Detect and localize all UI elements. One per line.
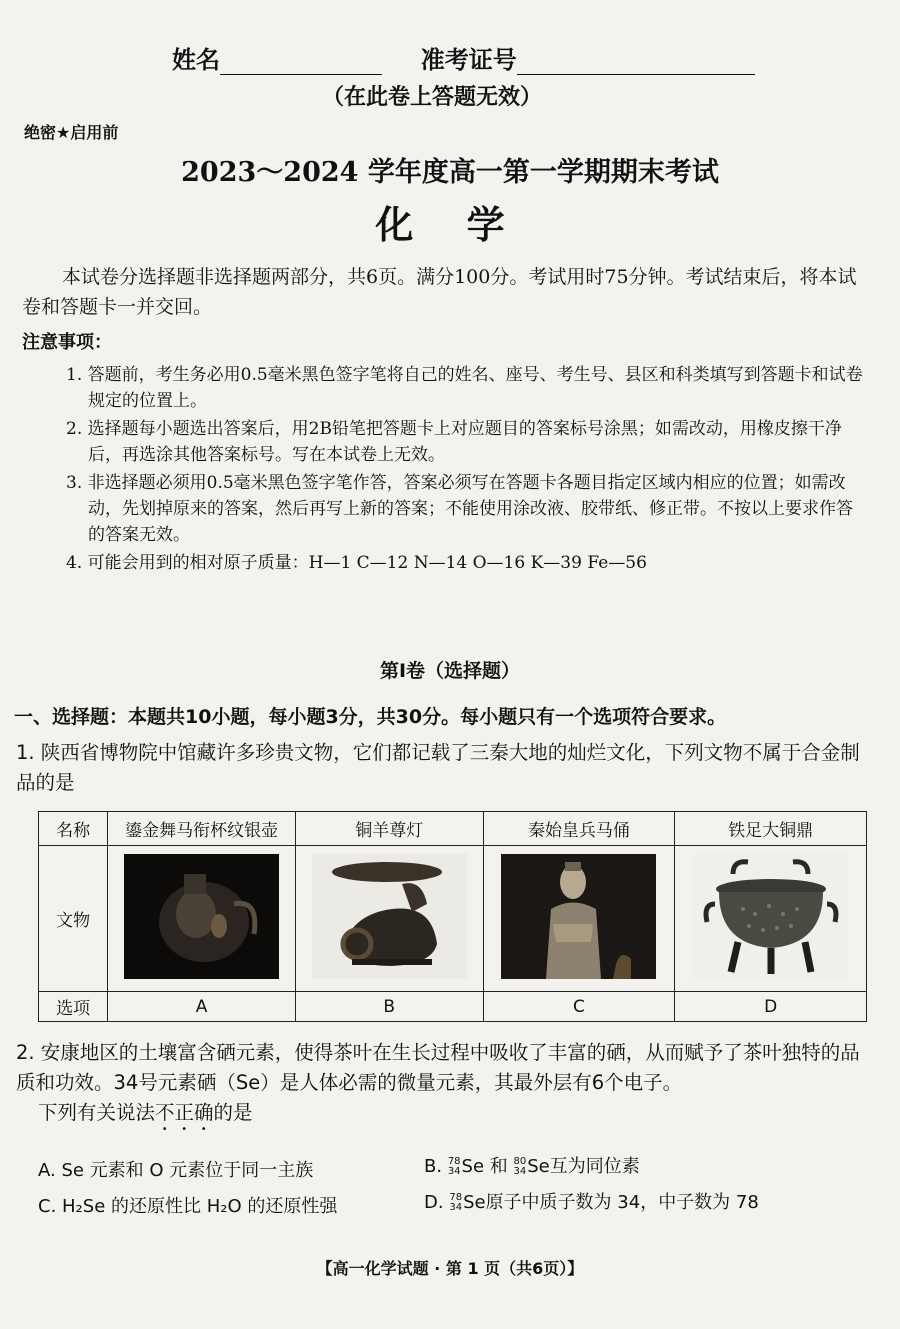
option-c: C	[483, 992, 675, 1022]
name-label: 姓名	[172, 46, 220, 74]
header-option-cell: 选项	[39, 992, 108, 1022]
stem-part: 下列有关说法	[38, 1101, 156, 1124]
terracotta-warrior-image	[501, 854, 656, 979]
intro-text: 本试卷分选择题非选择题两部分，共6页。满分100分。考试用时75分钟。考试结束后，将本试卷和答题卡一并交回。	[22, 266, 857, 318]
header-relic-cell: 文物	[39, 846, 108, 992]
name-field	[220, 46, 382, 75]
iron-foot-tripod-image	[693, 854, 848, 979]
exam-title: 2023～2024 学年度高一第一学期期末考试	[181, 157, 719, 188]
option-label: D.	[424, 1192, 444, 1213]
notice-item: 3. 非选择题必须用0.5毫米黑色签字笔作答，答案必须写在答题卡各题目指定区域内相应的位置；如需改动，先划掉原来的答案，然后再写上新的答案；不能使用涂改液、胶带纸、修正带。不按以上要求作答的答案无效。	[66, 473, 853, 545]
subject-title: 化 学	[375, 202, 525, 247]
page-footer: 【高一化学试题 · 第 1 页（共6页）】	[316, 1259, 584, 1278]
section1-heading: 一、选择题：本题共10小题，每小题3分，共30分。每小题只有一个选项符合要求。	[14, 706, 727, 728]
candidate-info	[172, 40, 755, 75]
option-d: D	[675, 992, 867, 1022]
stem-emphasis: 不正确	[155, 1101, 214, 1124]
option-a: A	[108, 992, 296, 1022]
notice-item: 2. 选择题每小题选出答案后，用2B铅笔把答题卡上对应题目的答案标号涂黑；如需改动，用橡皮擦干净后，再选涂其他答案标号。写在本试卷上无效。	[66, 419, 842, 465]
notice-item: 4. 可能会用到的相对原子质量：H—1 C—12 N—14 O—16 K—39 Fe—56	[66, 553, 647, 573]
header-name-cell: 名称	[39, 812, 108, 846]
mass-number: 78	[447, 1156, 461, 1167]
option-text: 和	[489, 1156, 508, 1177]
isotope-se78	[449, 1193, 462, 1213]
question-2-stem-tail	[16, 1098, 876, 1135]
element-symbol: Se	[463, 1192, 486, 1213]
option-text: 原子中质子数为 34，中子数为 78	[485, 1192, 759, 1213]
notice-item: 1. 答题前，考生务必用0.5毫米黑色签字笔将自己的姓名、座号、考生号、县区和科类填写到答题卡和试卷规定的位置上。	[66, 365, 863, 411]
isotope-se78	[448, 1157, 461, 1177]
mass-number: 80	[513, 1156, 527, 1167]
stem-part: 的是	[213, 1101, 253, 1124]
relic-image-c	[483, 846, 675, 992]
relic-name-a: 鎏金舞马衔杯纹银壶	[108, 812, 296, 846]
element-symbol: Se	[527, 1156, 550, 1177]
silver-pot-image	[124, 854, 279, 979]
notice-list	[66, 362, 866, 576]
relic-name-c: 秦始皇兵马俑	[483, 812, 675, 846]
secret-mark: 绝密★启用前	[24, 123, 119, 142]
atomic-number: 34	[513, 1166, 527, 1177]
q2-option-a: A. Se 元素和 O 元素位于同一主族	[38, 1160, 314, 1181]
option-text: 互为同位素	[549, 1156, 640, 1177]
relic-name-d: 铁足大铜鼎	[675, 812, 867, 846]
isotope-se80	[514, 1157, 527, 1177]
question-1-stem: 1. 陕西省博物院中馆藏许多珍贵文物，它们都记载了三秦大地的灿烂文化，下列文物不属于合金制品的是	[16, 741, 860, 794]
q2-option-d	[424, 1188, 759, 1218]
relic-image-d	[675, 846, 867, 992]
atomic-number: 34	[449, 1202, 463, 1213]
exam-number-field	[517, 46, 755, 75]
q2-option-b	[424, 1152, 640, 1182]
notice-heading: 注意事项：	[22, 332, 112, 353]
exam-number-label: 准考证号	[420, 46, 517, 74]
invalid-note: （在此卷上答题无效）	[322, 85, 543, 110]
question-2-stem	[16, 1038, 876, 1135]
mass-number: 78	[449, 1192, 463, 1203]
atomic-number: 34	[447, 1166, 461, 1177]
element-symbol: Se	[461, 1156, 485, 1177]
bronze-sheep-lamp-image	[312, 854, 467, 979]
relics-table	[38, 811, 867, 1022]
relic-image-a	[108, 846, 296, 992]
question-2-stem-main: 2. 安康地区的土壤富含硒元素，使得茶叶在生长过程中吸收了丰富的硒，从而赋予了茶叶独特的品质和功效。34号元素硒（Se）是人体必需的微量元素，其最外层有6个电子。	[16, 1041, 860, 1094]
option-b: B	[295, 992, 483, 1022]
q2-option-c: C. H₂Se 的还原性比 H₂O 的还原性强	[38, 1196, 338, 1217]
relic-image-b	[295, 846, 483, 992]
relic-name-b: 铜羊尊灯	[295, 812, 483, 846]
option-label: B.	[424, 1156, 443, 1177]
part1-title: 第Ⅰ卷（选择题）	[379, 660, 521, 682]
